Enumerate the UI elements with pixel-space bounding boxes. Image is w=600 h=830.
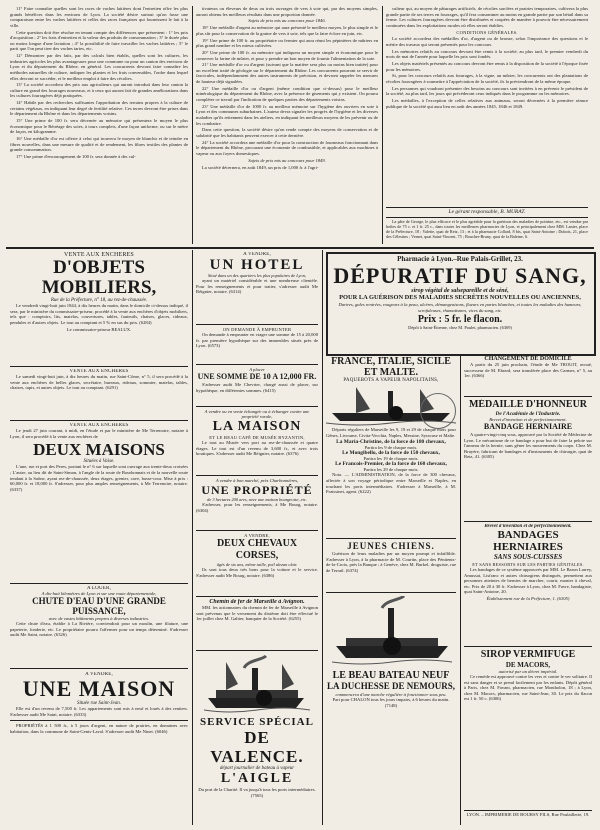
ad-headline: CHANGEMENT DE DOMICILE (484, 356, 572, 362)
ad-headline: DEUX CHEVAUX CORSES, (216, 538, 298, 561)
column-rule (322, 250, 323, 825)
section-subtitle: Sujets de prix mis au concours pour 1849. (248, 157, 326, 163)
divider (196, 650, 318, 651)
divider (386, 207, 588, 208)
paragraph: culteur qui, au moyen de pâturages artificiels, de récoltes sarclées et prairies temporaires, cultivera la plus grande partie de ses terres en fourrages, qu'il fera consommer au moins en grande partie par son bétail dans sa ferme. Les cultures fourragères devront être distribuées et coupées de manière à pouvoir être nécessairement continuées dans les exploitations rurales où elles seront établies. (386, 6, 588, 28)
divider (464, 396, 592, 397)
divider (326, 538, 456, 539)
ad-paquebots-napolitains: FRANCE, ITALIE, SICILE ET MALTE. PAQUEBOTS A VAPEUR NAPOLITAINS, Départs réguliers de Marseille les 9, 19 et 29 de chaque mois pour Gênes, Livourne, Civita-Vecchia, Naples, Messine, Syracuse et Malte. La Maria-Christine, de la force de 180 chevaux, Partira les 9 de chaque mois. Le Mongibello, de la force de 150 chevaux, Partira les 19 de chaque mois. Le Francois-Premier, de la force de 160 chevaux, Partira les 29 de chaque mois. Nota. — L'ADMINISTRATION, de la force de 300 chevaux, affectée à son voyage périodique entre Marseille et Naples, en touchant les ports intermédiaires. S'adresser à Marseille, à M. Fraissinet, agent. (6222) (326, 356, 456, 495)
ad-headline: BANDAGES HERNIAIRES (493, 529, 563, 553)
column-rule (460, 356, 461, 825)
ad-chemin-de-fer: Chemin de fer de Marseille à Avignon. MM. les actionnaires du chemin de fer de Marseille à Avignon sont prévenus que le versement du dixième doit être effectué le 1er juillet chez M. Galtier, banquier de la Société. (6255) (196, 599, 318, 622)
paragraph: Les mémoires relatifs au concours devront être remis à la société, au plus tard, le premier vendredi du mois de mai de l'année pour laquelle les prix sont fondés. (386, 48, 588, 60)
paragraph: 16° Une médaille d'or est offerte à celui qui trouvera le moyen de blanchir et de teindre en fibres nouvelles, dans une mesure de qualité et de rendement, les fibres textiles des plantes de grande consommation. (10, 136, 188, 153)
ad-headline: SERVICE SPÉCIAL (200, 716, 314, 728)
ad-headline: UNE PROPRIÉTÉ (201, 483, 313, 497)
paragraph: La société décernera, en août 1849, un prix de 1,000 fr. à l'agri- (202, 164, 319, 170)
top-column-3 (386, 6, 588, 206)
paragraph: Les objets matériels présentés au concours devront être remis à la disposition de la société à l'époque fixée pour les mémoires. (386, 61, 588, 72)
divider (10, 583, 188, 584)
paragraph: 18° Une médaille d'argent au mémoire qui aura présenté le meilleur moyen, le plus simple et le plus sûr pour la conservation de la graine de vers à soie, tels que la faire éclore en juin, etc. (196, 25, 378, 36)
paragraph: 19° Une prime de 100 fr. au propriétaire ou fermier qui aura réuni les pépinières de mûriers en plus grand nombre et les mieux cultivées. (196, 37, 378, 49)
ad-jeunes-chiens: JEUNES CHIENS. Guérison de leurs maladies par un moyen prompt et infaillible. S'adresser à Lyon, à la pharmacie de M. Courtin, place des Pénitents-de-la-Croix, près la Banque ; à Genève, chez M. Burkel, droguiste, rue de Terrail. (6374) (326, 541, 456, 573)
column-rule (382, 6, 383, 244)
ad-emprunt: ON DEMANDE À EMPRUNTER On demande à emprunter en viager une somme de 15 à 20,000 fr. par première hypothèque sur des immeubles situés près de Lyon. (6573) (196, 327, 318, 349)
paragraph: Dans cette question, la société désire qu'on rende compte des moyens de conservation et de salubrité que les habitants peuvent exercer à cette dernière. (196, 127, 378, 138)
divider (196, 406, 318, 407)
ad-depuratif: Pharmacie à Lyon.–Rue Palais-Grillet, 23. DÉPURATIF DU SANG, sirop végétal de salsepareille et de séné, POUR LA GUÉRISON DES MALADIES SECRÈTES NOUVELLES OU ANCIENNES, Dartres, gales rentrées, rougeurs à la peau, ulcères, démangeaisons, flueurs en partes blanches, et toutes les maladies des humeurs, scrofuleuses, rhumatismes, vices du sang, etc. Prix : 5 fr. le flacon. Dépôt à Saint-Étienne, chez M. Paulet, pharmacien. (6309) (330, 255, 590, 351)
ad-deux-chevaux: A VENDRE, DEUX CHEVAUX CORSES, âgés de six ans, même taille, poil alezan clair. Ils sont tous deux très bons pour la voiture et le service. S'adresser audit Me Bourg, notaire. (6386) (196, 533, 318, 578)
divider (464, 810, 592, 811)
divider (386, 217, 588, 218)
ad-changement-domicile: CHANGEMENT DE DOMICILE A partir du 25 juin prochain, l'étude de Me TROUIT, avoué, successeur de M. Ebrard, sera transférée place des Carmes, n° 5, au 1er. (6366) (464, 356, 592, 379)
divider (326, 592, 456, 593)
ad-duchesse-nemours: LE BEAU BATEAU NEUF LA DUCHESSE DE NEMOURS, commencera d'une marche régulière à fonctionner sous peu. Part pour CHALON tous les jours impairs, à 6 heures du matin. (7148) (326, 670, 456, 708)
ad-une-propriete: A vendre à bon marché, près Charbonnières, UNE PROPRIÉTÉ de 3 hectares 200 ares, avec une maison bourgeoise, etc. S'adresser, pour les renseignements, à Me Bourg, notaire. (6304) (196, 478, 318, 513)
ad-sirop-vermifuge: SIROP VERMIFUGE DE MACORS, autorisé par un décret impérial. Ce remède est approuvé contre les vers et contre le ver solitaire. Il est sans danger et se prend facilement par les enfants. Dépôt général à Paris, chez M. Favant, pharmacien, rue Montholon, 18 ; à Lyon, chez M. Macors, pharmacien, rue Saint-Jean, 30. Le prix du flacon est 1 fr. 50 c. (6306) (464, 649, 592, 702)
paragraph: 22° Une médaille d'or ou d'argent (même condition que ci-dessus) pour le meilleur minéralogique du département du Rhône, avec la présence de gisements qui y existent. On pourra compléter ce travail par l'indication de quelques parties des départements voisins. (196, 85, 378, 103)
price: Prix : 5 fr. le flacon. (417, 314, 503, 326)
ad-headline: JEUNES CHIENS. (347, 541, 435, 551)
ad-headline: LA MAISON (212, 419, 302, 434)
ad-headline: UN HOTEL (209, 257, 305, 273)
paragraph: 24° La société accordera une médaille d'or pour la construction de fourneaux fonctionnant dans le département du Rhône, procurant une économie de combustible, et applicables aux machines à vapeur ou aux foyers domestiques. (196, 139, 378, 156)
postage-stamp-mark (420, 393, 456, 429)
ad-headline: DÉPURATIF DU SANG, (333, 263, 587, 288)
column-rule (192, 250, 193, 825)
ad-medaille-honneur: MÉDAILLE D'HONNEUR De l'Académie de l'Industrie. Brevet d'invention et de perfectionnement. BANDAGE HERNIAIRE A quatre-vingt-cinq sous, approuvé par la Société de Médecine de Lyon. Le mécanisme de ce bandage a pour but de faire la pelote sur l'anneau de la hernie, sans gêner les mouvements du corps. Chez M. Bruyère, fabricant de bandages et d'instruments de chirurgie, quai de Retz, 41. (6305) (464, 399, 592, 460)
ad-bandages-herniaires: Brevet d'invention et de perfectionnement. BANDAGES HERNIAIRES SANS SOUS-CUISSES ET SANS RESSORTS SUR LES PARTIES GÉNITALES. Les bandages de ce système approuvés par MM. Le Baron Larrey, Amussat, Lisfranc et autres chirurgiens distingués, permettent aux personnes atteintes de hernies de marcher, courir, monter à cheval, etc. Prix de 20 à 30 fr. S'adresser à Lyon, chez M. Favre, bandagiste, quai Saint-Antoine, 20. Établissement rue de la Préfecture, 1. (6305) (464, 524, 592, 602)
section-rule (6, 247, 594, 249)
paragraph: 13° La société accordera des prix aux agriculteurs qui auront introduit dans leur canton la culture en grand des fourrages nouveaux, et à ceux qui auront fait de grandes améliorations dans les cultures fourragères déjà pratiquées. (10, 82, 188, 99)
divider (464, 646, 592, 647)
ad-service-valence: SERVICE SPÉCIAL DE VALENCE. départ journalier de bateau à vapeur L'AIGLE Du port de la Charité. Il va jusqu'à tous les ports intermédiaires. (7565) (196, 716, 318, 826)
divider (10, 668, 188, 669)
bateau-illustration (332, 596, 452, 668)
paragraph: Les médailles, à l'exception de celles relatives aux animaux, seront décernées à la première séance publique de la société qui aura lieu en août des années 1845, 1846 et 1849. (386, 98, 588, 109)
section-title: CONDITIONS GÉNÉRALES. (456, 29, 518, 35)
ad-headline: UNE SOMME DE 10 A 12,000 FR. (197, 372, 317, 381)
gerant-signature: Le gérant responsable, B. MURAT. (448, 209, 526, 215)
divider (10, 420, 188, 421)
paragraph: 17° Une prime d'encouragement de 100 fr. sera donnée à des cul- (16, 154, 136, 160)
divider (196, 475, 318, 476)
ad-headline: CHUTE D'EAU D'UNE GRANDE PUISSANCE, (32, 596, 166, 616)
ad-headline: FRANCE, ITALIE, SICILE ET MALTE. (331, 356, 451, 378)
printer-imprint: LYON. – IMPRIMERIE DE BOURSY FILS, Rue Poulaillerie, 19. (466, 812, 590, 817)
divider (10, 366, 188, 367)
column-rule (192, 6, 193, 244)
ad-une-maison: A VENDRE, UNE MAISON Située rue Saint-Jean. Elle est d'un revenu de 7,500 fr. Les appartements sont mis à neuf et loués à des rentiers. S'adresser audit Me Saint, notaire. (6333) PROPRIÉTÉS à 1 500 fr., à 5 jours d'argent, en nature de prairies, en domaines avec habitation, dans la commune de Saint-Genis-Laval. S'adresser audit Me Ninet. (6046) (10, 672, 188, 734)
divider (464, 521, 592, 522)
paragraph: La société accordera des médailles d'or, d'argent ou de bronze, selon l'importance des questions et le mérite des travaux qui seront présentés pour les concours. (386, 36, 588, 47)
paragraph: tivateurs ou éleveurs de deux ou trois ouvrages de vers à soie qui, par des moyens simples, auront obtenu les meilleurs résultats dans une proportion donnée. (196, 6, 378, 17)
steamboat-illustration (204, 654, 310, 716)
ad-un-hotel: A VENDRE, UN HOTEL Situé dans un des quartiers les plus populaires de Lyon, ayant un matériel considérable et une nombreuse clientèle. Pour les renseignements et pour traiter, s'adresser audit Me Réignier, notaire. (6314) (196, 252, 318, 295)
paragraph: 12° Démontrer par des faits, par des calculs bien établis, quelles sont les cultures, les industries agricoles les plus avantageuses pour une commune ou pour un canton des environs de Lyon et du département du Rhône, en général. Les concurrents devront faire connaître les méthodes naturelles de culture, indiquer les plantes et les frais convenables, l'ordre dans lequel elles devront se succéder, et le meilleur emploi à faire des récoltes. (10, 53, 188, 81)
ad-vente-encheres: VENTE AUX ENCHÈRES Le samedi vingt-huit juin, à dix heures du matin, rue Saint-Côme, n° 5, il sera procédé à la vente aux enchères de belles glaces, secrétaire, bureaux, rideaux, sommier, matelas, tables, chaises, tapis, et autres objets. Le tout au comptant. (6291) (10, 369, 188, 391)
paragraph: 11° Faire connaître quelles sont les races de vaches laitières dont l'entretien offre les plus grands bénéfices dans les environs de Lyon. La société désire surtout qu'on fasse une comparaison entre les vaches laitières et celles des races françaises qui fournissent le lait à la ville. (10, 6, 188, 28)
ad-headline: MÉDAILLE D'HONNEUR (468, 399, 588, 410)
ad-headline: LA DUCHESSE DE NEMOURS, (326, 681, 456, 691)
paragraph: 20° Une prime de 100 fr. au mémoire qui indiquera un moyen simple et économique pour le conserver la farine de mûrier, et pour y prendre un bon moyen de fournir l'alimentation de la soie. (196, 49, 378, 61)
ship-name: L'AIGLE (220, 771, 294, 786)
paragraph: 23° Une médaille d'or de 1000 fr. au meilleur mémoire sur l'hygiène des ouvriers en soie à Lyon et des communes suburbaines. L'auteur devra signaler les progrès de l'hygiène et les diverses maladies qu'ils retiennent dans les ateliers, en indiquant les meilleurs moyens de les prévenir ou de les combattre. (196, 103, 378, 126)
paragraph: 14° Habile par des recherches suffisantes l'approbation des terrains propres à la culture de certains végétaux, en indiquant leur degré de fertilité relative. Ces terres devront être prises dans le département du Rhône et dans les départements voisins. (10, 100, 188, 117)
paragraph: Cette question doit être résolue en tenant compte des différences que présentent : 1° les prix d'acquisition ; 2° les frais d'entretien et la valeur des produits de consommation ; 3° le durée plus ou moins longue d'une lactation ; 4° la possibilité de faire travailler les vaches laitières ; 5° le parti que l'on peut tirer des vaches taries, etc. (10, 29, 188, 52)
ad-objets-mobiliers: VENTE AUX ENCHÈRES D'OBJETS MOBILIERS, Rue de la Préfecture, n° 18, au rez-de-chaussée. Le vendredi vingt-huit juin 1844, à dix heures du matin, dans le domicile ci-dessus indiqué, il sera, par le ministère du commissaire-priseur, procédé à la vente aux enchères d'objets mobiliers, tels que : comptoirs, lits, matelas, couvertures, tables, fauteuils, chaises, glaces, rideaux, pendules et d'autres objets. Le tout au comptant et 5 % en sus du prix. (6284) Le commissaire-priseur BEALUX. (10, 252, 188, 332)
divider (196, 364, 318, 365)
paragraph: 15° Une prime de 100 fr. sera décernée au mémoire qui présentera le moyen le plus économique pour le Rétréage des soies, à tours complets, d'une façon uniforme, ou sur le mètre de façon, en kilogramme. (10, 118, 188, 135)
ad-headline: DEUX MAISONS (33, 440, 165, 460)
top-column-1 (10, 6, 188, 244)
paragraph: 21° Une médaille d'or ou d'argent (suivant que la matière sera plus ou moins bien traitée) pour un excellent traité de géologie sur le département du Rhône. Les concurrents pourront se servir de fascicules, indépendamment des autres instruments de précision, et devront rappeler les mesures de hauteur déjà signalées. (196, 62, 378, 85)
divider (196, 324, 318, 325)
ad-headline: SIROP VERMIFUGE (480, 649, 576, 660)
pate-george-note: La pâte de George, le plus efficace et le plus agréable pour la guérison des maladies de poitrine, etc., est vendue par boîtes de 75 c. et 1 fr. 25 c., dans toutes les meilleures pharmacies de Lyon, et principalement chez MM. Lanier, place de la Préfecture, 18 ; Valette, quai de Retz, 13 ; et à la pharmacie Collard, 8 bis, quai Saint-Antoine ; Dubois, 21, place des Célestins ; Vernet, quai Saint-Vincent, 75 ; Boucher-Bruny, quai de la Baleine, 6. (386, 219, 588, 239)
ad-headline: DE VALENCE. (210, 728, 304, 766)
divider (196, 530, 318, 531)
ad-deux-maisons: VENTE AUX ENCHÈRES Le jeudi 27 juin courant, à midi, en l'étude et par le ministère de Me Terrenoire, notaire à Lyon, il sera procédé à la vente aux enchères de DEUX MAISONS Situées à Vaise. L'une, rue et port des Peres, portant le n° 6 sur laquelle sont ouvrage aux trente-deux croisées ; L'autre, au lieu dit de Saint-Simon, à l'angle de la route de Bourbonnais et de la nouvelle route tendant à la Saône, ayant rez-de-chaussée, deux étages, grenier, cave, basse-cour. Mise à prix : 60,000 fr. et 18,000 fr. S'adresser, pour plus amples renseignements, à Me Terrenoire, notaire. (6337) (10, 423, 188, 492)
ad-somme: A placer UNE SOMME DE 10 A 12,000 FR. S'adresser audit Me Chevrier, chargé aussi de placer, sur hypothèque, en différentes sommes. (6415) (196, 367, 318, 393)
paragraph: Les personnes qui voudront présenter des besoins au concours sont invitées à en prévenir le président de la société, au plus tard, les jours qui précéderont ceux indiqués dans le programme ou les mémoires. (386, 85, 588, 97)
divider (196, 596, 318, 597)
ad-headline: UNE MAISON (22, 676, 176, 701)
section-subtitle: Sujets de prix mis au concours pour 1846. (248, 18, 326, 24)
paragraph: Si, pour les concours relatifs aux fourrages, à la vigne, au mûrier, les concurrents ont des plantations de récoltes fourragères à soumettre à l'appréciation de la société, ils la préviendront de la même époque. (386, 73, 588, 85)
ad-headline: D'OBJETS MOBILIERS, (41, 257, 157, 298)
ad-headline: LE BEAU BATEAU NEUF (332, 670, 450, 681)
top-column-2 (196, 6, 378, 244)
ad-la-maison: A vendre ou en vente échangée ou à échanger contre une propriété rurale, LA MAISON ET LE BEAU CAFÉ DE MUSÉE BYZANTIN, Le tout au Musée vers port au rez-de-chaussée et quatre étages. Le tout est d'un revenu de 3,600 fr., et avec trois boutiques. S'adresser audit Me Réignier, notaire. (6376) (196, 409, 318, 457)
ad-chute-eau: A LOUER, A dix-huit kilomètres de Lyon et sur une route départementale, CHUTE D'EAU D'UNE GRANDE PUISSANCE, avec de vastes bâtiments propres à diverses industries. Cette chute d'eau, établie à La Rivière, conviendrait pour un moulin, une filature, une papeterie, fonderie, etc. Le propriétaire pourra l'affermer pour un temps déterminé. S'adresser audit Me Saint, notaire. (6326) (10, 586, 188, 638)
